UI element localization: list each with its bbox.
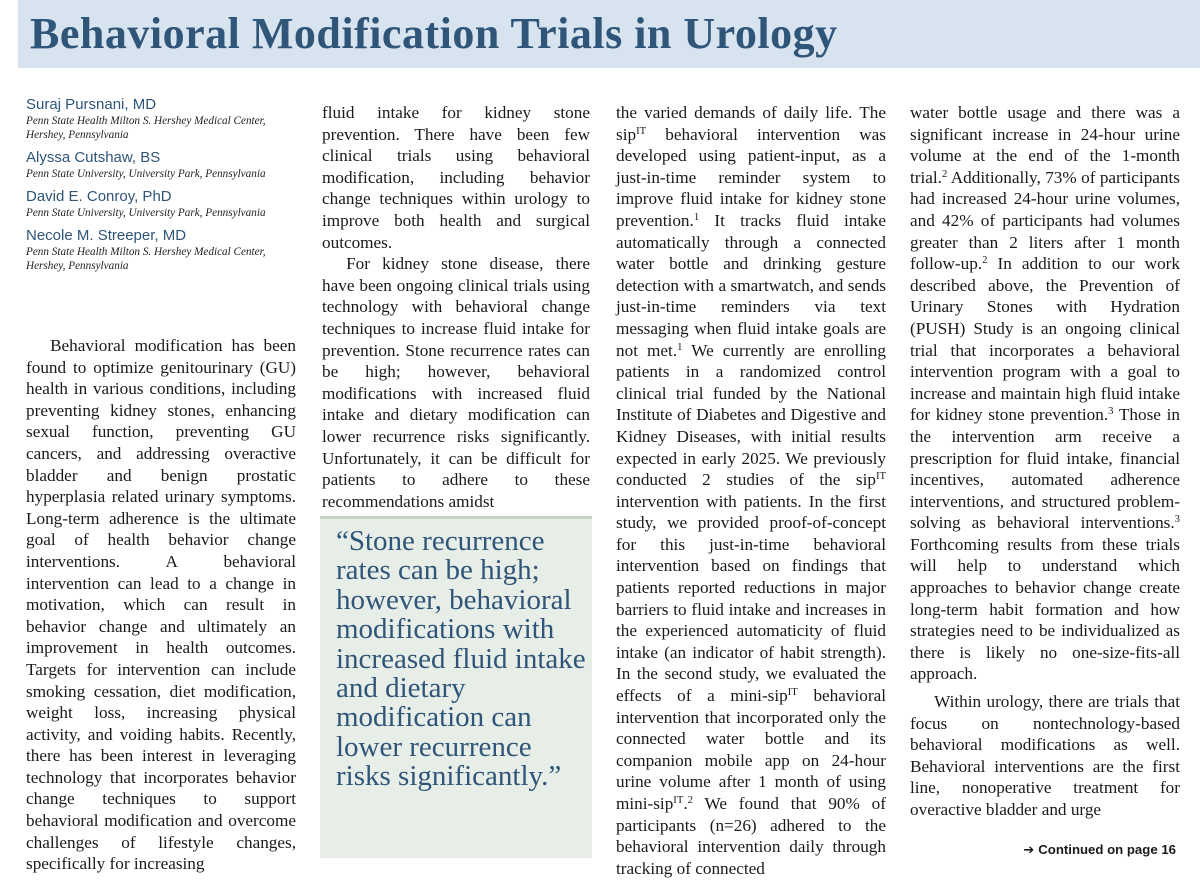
text-run: Additionally, 73% of participants had increased 24-hour urine volumes, and 42% of participants had volumes greater than 2 liters after 1 month follow-up. xyxy=(910,167,1180,274)
superscript-it: IT xyxy=(875,471,886,483)
title-banner xyxy=(18,0,1200,68)
superscript-it: IT xyxy=(673,795,684,807)
column-4 xyxy=(910,102,1180,821)
text-run: . xyxy=(683,794,688,813)
reference-marker: 1 xyxy=(677,341,683,353)
author-affiliation: Penn State Health Milton S. Hershey Medical Center, Hershey, Pennsylvania xyxy=(26,246,266,272)
reference-marker: 2 xyxy=(687,795,693,807)
text-run: Forthcoming results from these trials will help to understand which approaches to behavior change create long-term habit formation and how strategies need to be individualized as there is likely no one-size-fits-all approach. xyxy=(910,534,1180,684)
arrow-right-icon: ➔ xyxy=(1023,842,1035,857)
reference-marker: 2 xyxy=(941,168,948,180)
paragraph-results xyxy=(910,102,1180,685)
author-affiliation: Penn State Health Milton S. Hershey Medical Center, Hershey, Pennsylvania xyxy=(26,115,266,141)
author-name: Alyssa Cutshaw, BS xyxy=(26,149,161,166)
text-run: intervention with patients. In the first study, we provided proof-of-concept for this just-in-time behavioral intervention based on findings that patients reported reductions in major barriers to fluid intake and increases in the experienced automaticity of fluid intake (an indicator of habit strength). In the second study, we evaluated the effects of a mini-sip xyxy=(616,491,886,706)
reference-marker: 3 xyxy=(1108,406,1114,418)
author-affiliation: Penn State University, University Park, Pennsylvania xyxy=(26,207,266,219)
paragraph-sipit xyxy=(616,102,886,879)
article-title: Behavioral Modification Trials in Urology xyxy=(30,9,838,58)
text-run: It tracks fluid intake automatically through a connected water bottle and drinking gesture detection with a smartwatch, and sends just-in-time reminders via text messaging when fluid intake goals are not met. xyxy=(616,210,886,360)
author-affiliation: Penn State University, University Park, Pennsylvania xyxy=(26,168,266,180)
superscript-it: IT xyxy=(787,687,798,699)
author-block xyxy=(26,227,306,273)
paragraph-intro: Behavioral modification has been found to optimize genitourinary (GU) health in various conditions, including preventing kidney stones, enhancing sexual function, preventing GU cancers, and addressing overactive bladder and benign prostatic hyperplasia related urinary symptoms. Long-term adherence is the ultimate goal of health behavior change interventions. A behavioral intervention can lead to a change in motivation, which can result in behavior change and ultimately an improvement in health outcomes. Targets for intervention can include smoking cessation, diet modification, weight loss, increasing physical activity, and voiding habits. Recently, there has been interest in leveraging technology that incorporates behavior change techniques to support behavioral modification and overcome challenges of lifestyle changes, specifically for increasing xyxy=(26,336,296,874)
text-run: water bottle usage and there was a significant increase in 24-hour urine volume at the end of the 1-month trial. xyxy=(910,103,1180,187)
text-run: behavioral intervention was developed using patient-input, as a just-in-time reminder system to improve fluid intake for kidney stone prevention. xyxy=(616,124,886,230)
continued-label: Continued on page 16 xyxy=(1038,842,1176,857)
author-name: Suraj Pursnani, MD xyxy=(26,96,157,113)
column-3 xyxy=(616,102,886,879)
superscript-it: IT xyxy=(636,125,647,137)
paragraph-nontechnology: Within urology, there are trials that focus on nontechnology-based behavioral modifications as well. Behavioral interventions are the first line, nonoperative treatment for overactive bladder and urge xyxy=(910,692,1180,819)
author-name: Necole M. Streeper, MD xyxy=(26,227,187,244)
reference-marker: 2 xyxy=(982,255,988,267)
author-name: David E. Conroy, PhD xyxy=(26,188,172,205)
author-list xyxy=(26,96,306,280)
paragraph-kidney-stone: For kidney stone disease, there have been ongoing clinical trials using technology with behavioral change techniques to increase fluid intake for prevention. Stone recurrence rates can be high; however, behavioral modifications with increased fluid intake and dietary modification can lower recurrence risks significantly. Unfortunately, it can be difficult for patients to adhere to these recommendations amidst xyxy=(322,254,590,511)
text-run: Those in the intervention arm receive a prescription for fluid intake, financial incentives, automated adherence interventions, and structured problem-solving as behavioral interventions. xyxy=(910,405,1180,533)
column-2 xyxy=(322,102,590,512)
continued-link[interactable] xyxy=(1023,842,1176,858)
author-block xyxy=(26,96,306,142)
author-block xyxy=(26,188,306,220)
text-run: the varied demands of daily life. The sip xyxy=(616,103,886,144)
text-run: We currently are enrolling patients in a randomized control clinical trial funded by the National Institute of Diabetes and Digestive and Kidney Diseases, with initial results expected in early 2025. We previously conducted 2 studies of the sip xyxy=(616,340,886,490)
pull-quote-box xyxy=(320,516,592,858)
reference-marker: 1 xyxy=(693,212,700,224)
text-run: In addition to our work described above, the Prevention of Urinary Stones with Hydration (PUSH) Study is an ongoing clinical trial that incorporates a behavioral intervention program with a goal to increase and maintain high fluid intake for kidney stone prevention. xyxy=(910,254,1180,425)
author-block xyxy=(26,149,306,181)
column-1 xyxy=(26,335,296,875)
text-run: behavioral intervention that incorporated only the connected water bottle and its companion mobile app on 24-hour urine volume after 1 month of using mini-sip xyxy=(616,686,886,813)
text-run: We found that 90% of participants (n=26) adhered to the behavioral intervention daily through tracking of connected xyxy=(616,794,886,878)
pull-quote-text: “Stone recurrence rates can be high; however, behavioral modifications with increased fluid intake and dietary modification can lower recurrence risks significantly.” xyxy=(336,525,586,793)
paragraph-intro-continued: fluid intake for kidney stone prevention. There have been few clinical trials using behavioral modification, including behavior change techniques within urology to improve both health and surgical outcomes. xyxy=(322,103,590,252)
reference-marker: 3 xyxy=(1174,514,1180,526)
